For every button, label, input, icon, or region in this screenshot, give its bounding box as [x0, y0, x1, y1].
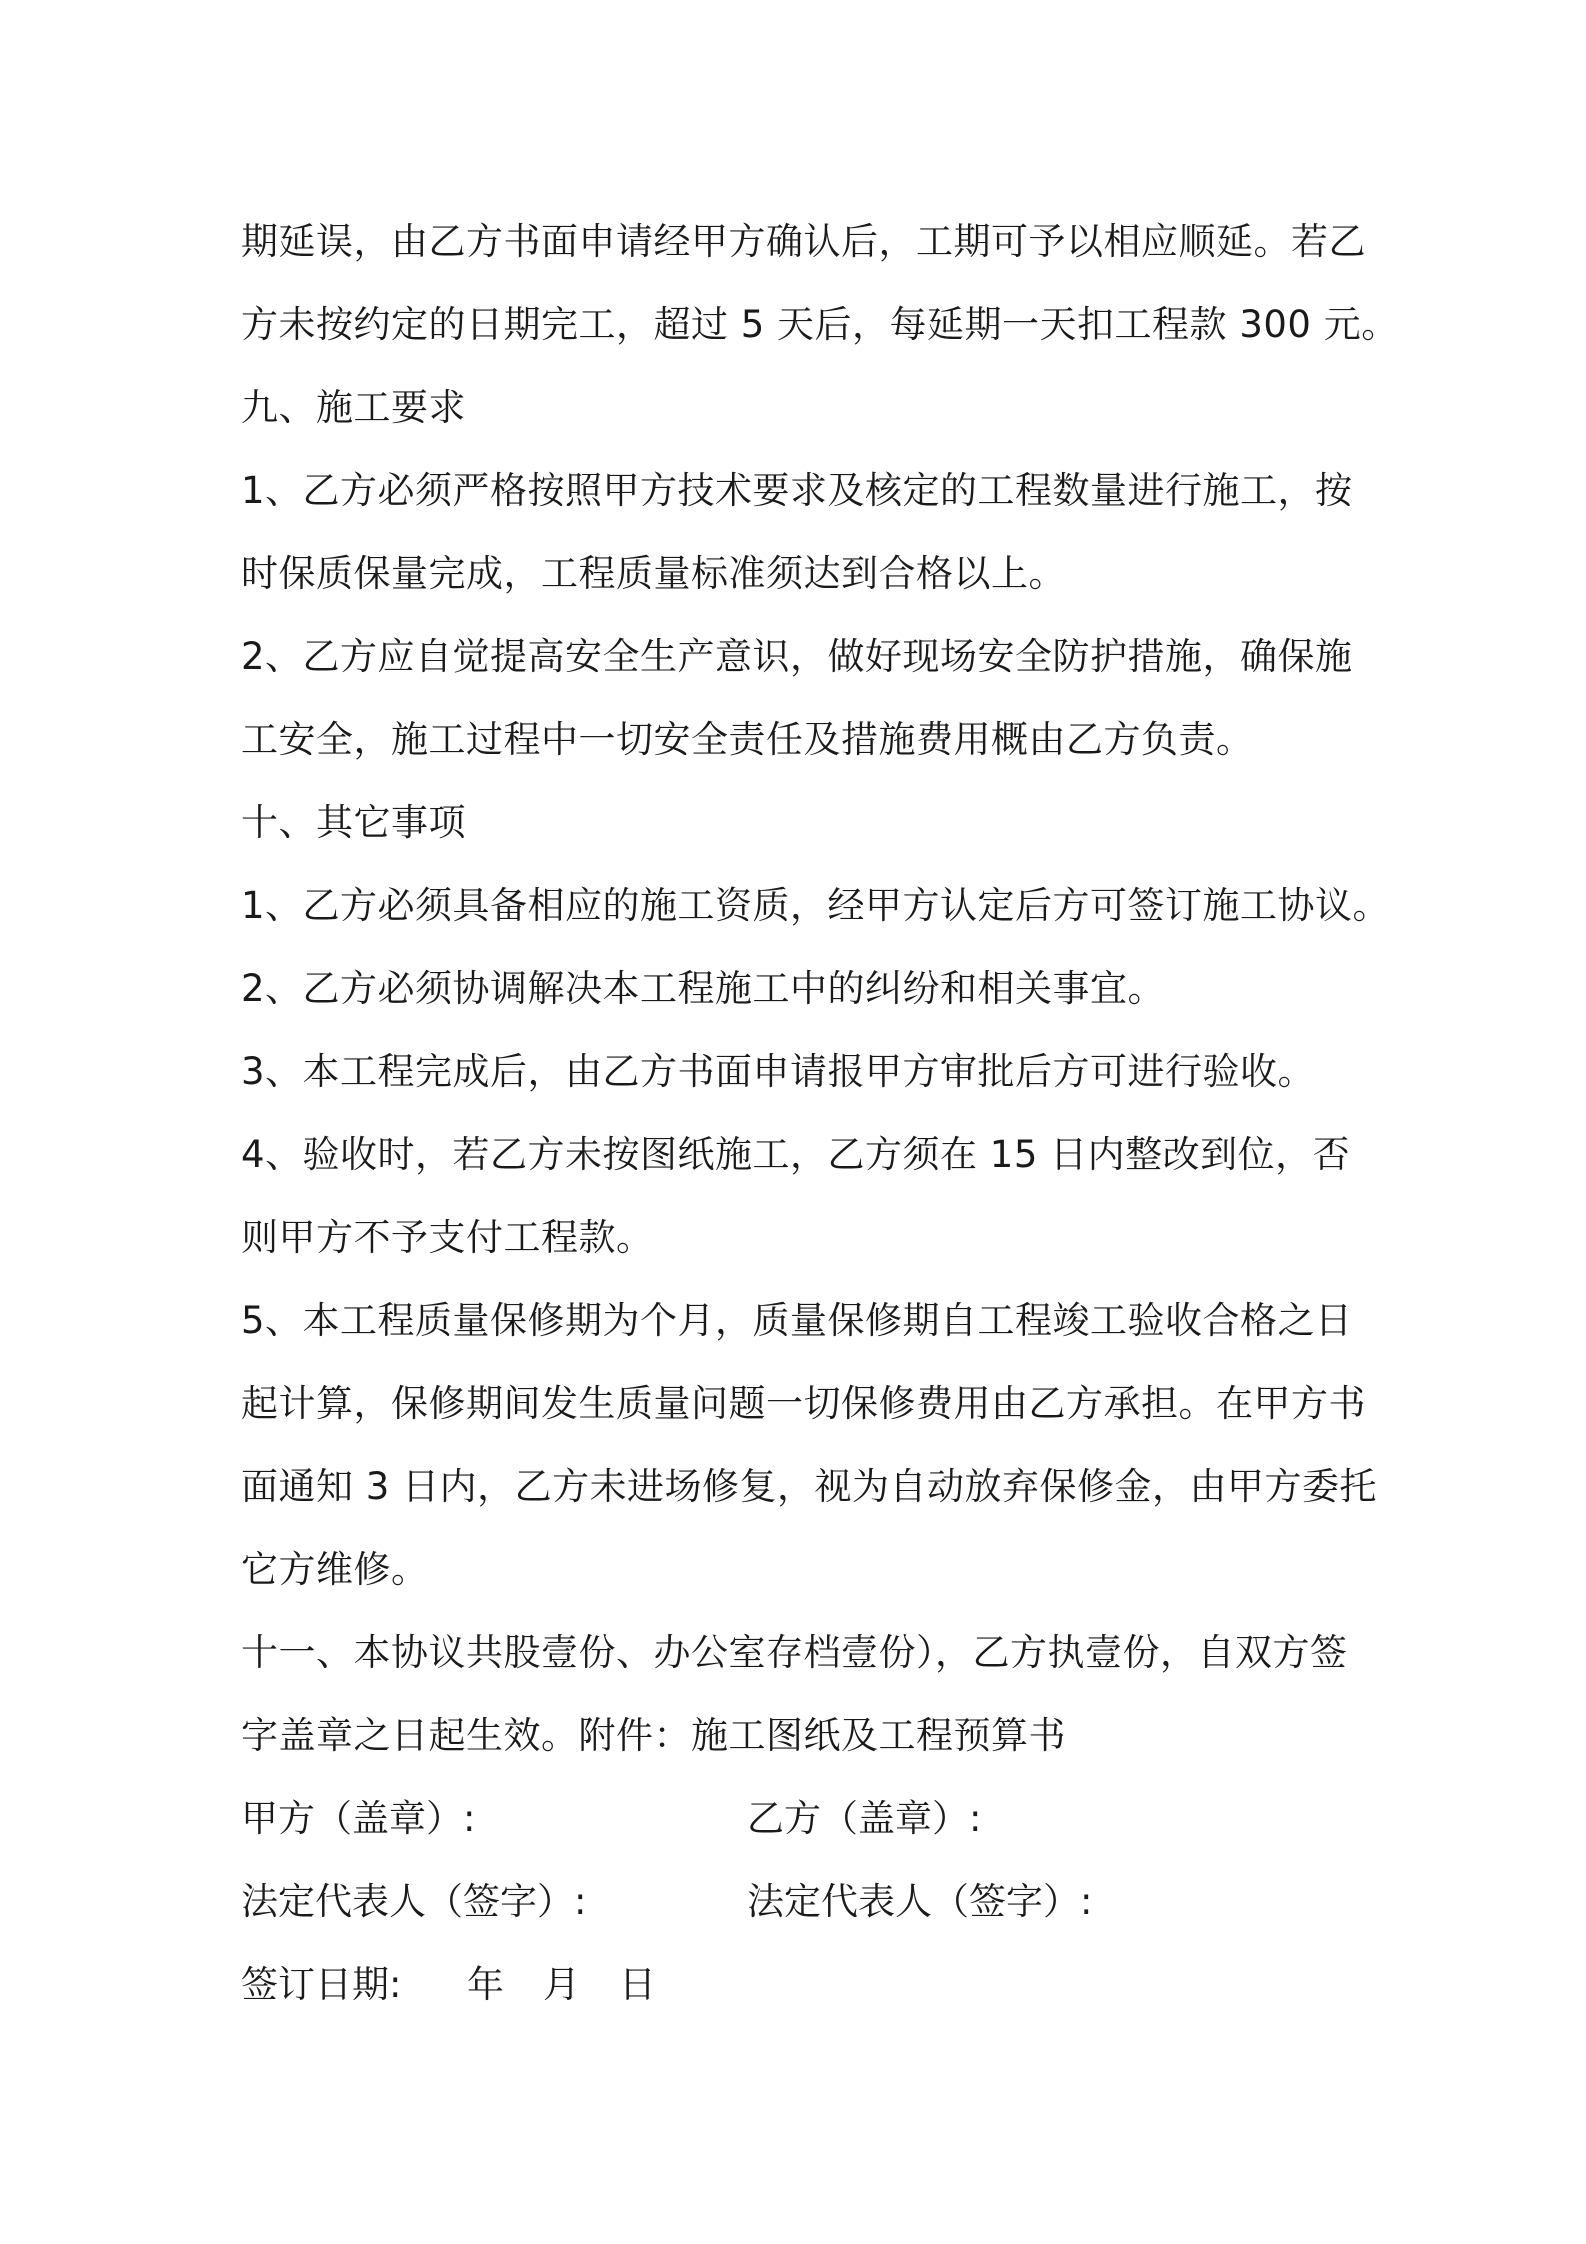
signing-date-label: 签订日期: [241, 1963, 402, 2006]
text-line: 5、本工程质量保修期为个月，质量保修期自工程竣工验收合格之日 [241, 1299, 1353, 1342]
section-heading: 十、其它事项 [241, 801, 466, 844]
date-month: 月 [543, 1963, 580, 2006]
text-line: 字盖章之日起生效。附件：施工图纸及工程预算书 [241, 1714, 1066, 1757]
date-year: 年 [467, 1963, 504, 2006]
seal-row [241, 1777, 1381, 1860]
text-line: 则甲方不予支付工程款。 [241, 1216, 654, 1259]
text-line: 2、乙方必须协调解决本工程施工中的纠纷和相关事宜。 [241, 967, 1166, 1010]
text-line: 十一、本协议共股壹份、办公室存档壹份），乙方执壹份，自双方签 [241, 1631, 1348, 1674]
text-line: 1、乙方必须具备相应的施工资质，经甲方认定后方可签订施工协议。 [241, 884, 1391, 927]
text-line: 2、乙方应自觉提高安全生产意识，做好现场安全防护措施，确保施 [241, 635, 1353, 678]
section-heading: 九、施工要求 [241, 386, 466, 429]
text-line: 它方维修。 [241, 1548, 429, 1591]
date-day: 日 [619, 1963, 656, 2006]
text-line: 工安全，施工过程中一切安全责任及措施费用概由乙方负责。 [241, 718, 1254, 761]
text-line: 面通知 3 日内，乙方未进场修复，视为自动放弃保修金，由甲方委托 [241, 1465, 1378, 1508]
text-line: 4、验收时，若乙方未按图纸施工，乙方须在 15 日内整改到位，否 [241, 1133, 1351, 1176]
representative-row [241, 1860, 1381, 1943]
text-line: 时保质保量完成，工程质量标准须达到合格以上。 [241, 552, 1066, 595]
party-b-seal-label: 乙方（盖章）: [747, 1797, 982, 1840]
text-line: 起计算，保修期间发生质量问题一切保修费用由乙方承担。在甲方书 [241, 1382, 1366, 1425]
text-line: 1、乙方必须严格按照甲方技术要求及核定的工程数量进行施工，按 [241, 469, 1353, 512]
text-line: 3、本工程完成后，由乙方书面申请报甲方审批后方可进行验收。 [241, 1050, 1316, 1093]
text-line: 期延误，由乙方书面申请经甲方确认后，工期可予以相应顺延。若乙 [241, 220, 1366, 263]
signing-date-row [241, 1943, 1381, 2026]
text-line: 方未按约定的日期完工，超过 5 天后，每延期一天扣工程款 300 元。 [241, 303, 1399, 346]
party-a-rep-label: 法定代表人（签字）: [241, 1880, 587, 1923]
contract-page [241, 200, 1399, 2026]
party-b-rep-label: 法定代表人（签字）: [747, 1880, 1093, 1923]
party-a-seal-label: 甲方（盖章）: [241, 1797, 476, 1840]
